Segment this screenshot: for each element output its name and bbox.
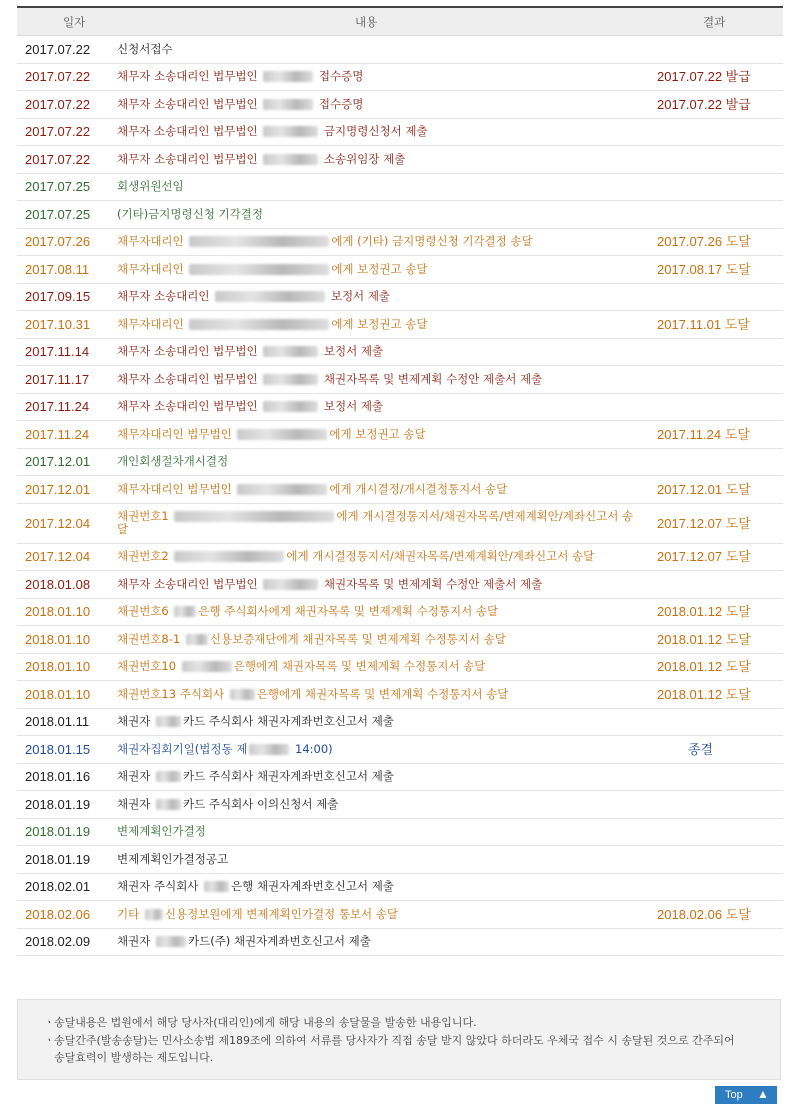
redacted-name: [174, 511, 334, 522]
redacted-name: [263, 401, 318, 412]
row-content-text: [117, 43, 173, 56]
row-content-text: [117, 770, 394, 783]
redacted-name: [189, 264, 329, 275]
row-result: 2017.12.07 도달: [657, 549, 751, 565]
scroll-top-label: Top: [725, 1089, 743, 1101]
row-result: [657, 449, 782, 476]
table-row: [17, 504, 783, 544]
row-content-text: [117, 688, 508, 701]
row-date: 2017.07.22: [25, 69, 91, 85]
content-fragment: 신용정보원에게 변제계획인가결정 통보서 송달: [164, 906, 399, 921]
content-fragment: 보정서 제출: [320, 399, 384, 414]
table-row: [17, 229, 783, 257]
row-result: [657, 874, 782, 901]
content-fragment: 채무자대리인: [117, 234, 188, 249]
row-content: [117, 846, 637, 873]
row-date: 2018.01.10: [25, 686, 91, 702]
content-fragment: 은행 채권자계좌번호신고서 제출: [231, 879, 394, 894]
redacted-name: [263, 126, 318, 137]
content-fragment: 카드(주) 채권자계좌번호신고서 제출: [187, 934, 371, 949]
content-fragment: 에게 개시결정/개시결정통지서 송달: [329, 481, 508, 496]
table-row: [17, 846, 783, 874]
row-content-text: [117, 633, 506, 646]
content-fragment: 회생위원선임: [117, 179, 184, 194]
content-fragment: 카드 주식회사 채권자계좌번호신고서 제출: [182, 769, 394, 784]
redacted-name: [189, 236, 329, 247]
content-fragment: 채무자 소송대리인: [117, 289, 214, 304]
table-row: [17, 736, 783, 764]
row-date: 2017.07.22: [25, 151, 91, 167]
notice-text-1: 송달내용은 법원에서 해당 당사자(대리인)에게 해당 내용의 송달물을 발송한 내용입니다.: [54, 1016, 477, 1029]
row-date: 2017.07.26: [25, 234, 91, 250]
table-row: [17, 874, 783, 902]
row-result: [657, 764, 782, 791]
content-fragment: 채무자대리인: [117, 261, 188, 276]
row-content: [117, 874, 637, 901]
row-date: 2017.11.24: [25, 399, 90, 415]
content-fragment: 에게 보정권고 송달: [331, 316, 428, 331]
redacted-name: [263, 99, 313, 110]
table-row: [17, 284, 783, 312]
row-content-text: [117, 318, 428, 331]
header-date: 일자: [63, 15, 86, 29]
content-fragment: 에게 개시결정통지서/채권자목록/변제계획안/계좌신고서 송달: [117, 509, 634, 536]
row-content: [117, 681, 637, 708]
notice-line-2: [44, 1032, 744, 1066]
notice-line-1: [44, 1014, 744, 1031]
content-fragment: 에게 개시결정통지서/채권자목록/변제계획안/계좌신고서 송달: [286, 549, 595, 564]
content-fragment: 은행에게 채권자목록 및 변제계획 수정통지서 송달: [256, 686, 509, 701]
content-fragment: 채무자 소송대리인 법무법인: [117, 124, 262, 139]
table-row: [17, 929, 783, 957]
content-fragment: 카드 주식회사 채권자계좌번호신고서 제출: [182, 714, 394, 729]
row-date: 2017.11.17: [25, 371, 90, 387]
table-row: [17, 544, 783, 572]
row-content: [117, 174, 637, 201]
row-date: 2018.02.01: [25, 879, 91, 895]
content-fragment: 신용보증재단에게 채권자목록 및 변제계획 수정통지서 송달: [209, 631, 506, 646]
row-content: [117, 929, 637, 956]
row-content-text: [117, 510, 637, 536]
content-fragment: 채권번호13 주식회사: [117, 686, 228, 701]
redacted-name: [263, 71, 313, 82]
row-date: 2017.11.14: [25, 344, 90, 360]
table-row: [17, 819, 783, 847]
row-result: [657, 819, 782, 846]
row-result: 2018.01.12 도달: [657, 686, 751, 702]
row-content: [117, 91, 637, 118]
redacted-name: [263, 346, 318, 357]
redacted-name: [145, 909, 163, 920]
content-fragment: 기타: [117, 906, 143, 921]
content-fragment: 채권번호8-1: [117, 631, 184, 646]
content-fragment: 개인회생절차개시결정: [117, 454, 229, 469]
redacted-name: [189, 319, 329, 330]
row-content-text: [117, 798, 338, 811]
row-date: 2017.07.22: [25, 41, 91, 57]
redacted-name: [263, 374, 318, 385]
table-row: [17, 311, 783, 339]
row-content: [117, 819, 637, 846]
content-fragment: 에게 (기타) 금지명령신청 기각결정 송달: [331, 234, 533, 249]
redacted-name: [249, 744, 289, 755]
table-row: [17, 64, 783, 92]
content-fragment: 채무자 소송대리인 법무법인: [117, 399, 262, 414]
table-row: [17, 764, 783, 792]
redacted-name: [204, 881, 229, 892]
row-content: [117, 736, 637, 763]
content-fragment: 채권번호10: [117, 659, 180, 674]
row-content-text: [117, 715, 394, 728]
row-content-text: [117, 935, 371, 948]
content-fragment: 채권자: [117, 796, 154, 811]
row-date: 2018.01.19: [25, 851, 91, 867]
table-row: [17, 174, 783, 202]
content-fragment: 접수증명: [315, 96, 364, 111]
row-content-text: [117, 180, 184, 193]
row-content-text: [117, 290, 390, 303]
row-content: [117, 64, 637, 91]
content-fragment: 카드 주식회사 이의신청서 제출: [182, 796, 339, 811]
content-fragment: 채권자목록 및 변제계획 수정안 제출서 제출: [320, 371, 543, 386]
row-result: 2017.12.01 도달: [657, 481, 751, 497]
row-date: 2017.12.01: [25, 454, 91, 470]
redacted-name: [156, 799, 181, 810]
row-result: 2017.12.07 도달: [657, 515, 751, 531]
table-header: [17, 8, 783, 36]
redacted-name: [174, 606, 196, 617]
redacted-name: [263, 579, 318, 590]
row-content-text: [117, 825, 206, 838]
table-row: [17, 119, 783, 147]
row-result: 2018.01.12 도달: [657, 631, 751, 647]
row-date: 2018.01.16: [25, 769, 91, 785]
row-result: [657, 846, 782, 873]
row-content-text: [117, 880, 394, 893]
row-content-text: [117, 373, 542, 386]
table-row: [17, 571, 783, 599]
content-fragment: 채무자 소송대리인 법무법인: [117, 371, 262, 386]
row-content-text: [117, 263, 428, 276]
row-content-text: [117, 125, 428, 138]
content-fragment: 채권번호1: [117, 509, 173, 523]
row-content: [117, 256, 637, 283]
row-date: 2017.07.25: [25, 206, 91, 222]
row-result: [657, 284, 782, 311]
header-result: 결과: [703, 15, 726, 29]
content-fragment: 변제계획인가결정: [117, 824, 206, 839]
table-row: [17, 421, 783, 449]
table-row: [17, 449, 783, 477]
content-fragment: 에게 보정권고 송달: [331, 261, 428, 276]
notice-box: [17, 999, 781, 1080]
content-fragment: 신청서접수: [117, 41, 173, 56]
row-date: 2017.12.04: [25, 549, 91, 565]
row-content: [117, 504, 637, 543]
row-result: 2017.07.26 도달: [657, 234, 751, 250]
redacted-name: [186, 634, 208, 645]
row-date: 2018.01.11: [25, 714, 90, 730]
redacted-name: [182, 661, 232, 672]
row-result: 2017.11.01 도달: [657, 316, 750, 332]
chevron-up-icon: ▲: [757, 1087, 769, 1101]
row-result: 2018.01.12 도달: [657, 659, 751, 675]
row-date: 2017.12.01: [25, 481, 91, 497]
row-result: [657, 174, 782, 201]
row-content: [117, 626, 637, 653]
row-content: [117, 544, 637, 571]
row-content-text: [117, 743, 333, 756]
row-content: [117, 654, 637, 681]
table-row: [17, 476, 783, 504]
content-fragment: 채무자 소송대리인 법무법인: [117, 69, 262, 84]
row-content: [117, 36, 637, 63]
row-content-text: [117, 455, 228, 468]
content-fragment: 채권자: [117, 769, 154, 784]
row-result: [657, 119, 782, 146]
row-result: 2018.01.12 도달: [657, 604, 751, 620]
row-result: [657, 146, 782, 173]
redacted-name: [156, 771, 181, 782]
row-content: [117, 366, 637, 393]
row-result: 2017.11.24 도달: [657, 426, 750, 442]
row-result: 2017.07.22 발급: [657, 96, 751, 112]
content-fragment: (기타)금지명령신청 기각결정: [117, 206, 263, 221]
row-content: [117, 571, 637, 598]
redacted-name: [237, 484, 327, 495]
row-content-text: [117, 208, 263, 221]
row-result: [657, 791, 782, 818]
row-date: 2018.01.10: [25, 604, 91, 620]
row-result: [657, 366, 782, 393]
table-row: [17, 626, 783, 654]
row-content: [117, 901, 637, 928]
row-result: [657, 929, 782, 956]
row-result: 2018.02.06 도달: [657, 906, 751, 922]
table-row: [17, 339, 783, 367]
row-date: 2018.01.19: [25, 796, 91, 812]
header-content: 내용: [355, 15, 378, 29]
row-content: [117, 229, 637, 256]
row-date: 2018.01.10: [25, 631, 91, 647]
row-content-text: [117, 483, 507, 496]
row-content-text: [117, 853, 228, 866]
row-content: [117, 284, 637, 311]
content-fragment: 채권자 주식회사: [117, 879, 203, 894]
content-fragment: 보정서 제출: [320, 344, 384, 359]
row-content-text: [117, 550, 594, 563]
row-content-text: [117, 70, 363, 83]
table-body: [17, 36, 783, 956]
row-date: 2017.07.25: [25, 179, 91, 195]
row-content: [117, 791, 637, 818]
redacted-name: [156, 936, 186, 947]
row-content: [117, 339, 637, 366]
row-content: [117, 311, 637, 338]
table-row: [17, 709, 783, 737]
table-row: [17, 901, 783, 929]
table-row: [17, 201, 783, 229]
table-row: [17, 394, 783, 422]
content-fragment: 채무자 소송대리인 법무법인: [117, 344, 262, 359]
row-content: [117, 394, 637, 421]
content-fragment: 채권자: [117, 714, 154, 729]
row-result: [657, 201, 782, 228]
row-content: [117, 709, 637, 736]
redacted-name: [230, 689, 255, 700]
table-row: [17, 91, 783, 119]
row-date: 2018.02.06: [25, 906, 91, 922]
content-fragment: 채무자 소송대리인 법무법인: [117, 151, 262, 166]
row-content-text: [117, 605, 498, 618]
content-fragment: 채권번호2: [117, 549, 173, 564]
row-content: [117, 476, 637, 503]
row-content-text: [117, 660, 485, 673]
content-fragment: 변제계획인가결정공고: [117, 851, 229, 866]
content-fragment: 채권자: [117, 934, 154, 949]
row-content-text: [117, 235, 533, 248]
row-date: 2018.01.08: [25, 576, 91, 592]
bullet-icon: ㆍ: [44, 1016, 55, 1029]
row-content: [117, 449, 637, 476]
content-fragment: 채무자대리인 법무법인: [117, 426, 236, 441]
row-content: [117, 146, 637, 173]
content-fragment: 채권자목록 및 변제계획 수정안 제출서 제출: [320, 576, 543, 591]
row-date: 2017.12.04: [25, 515, 91, 531]
row-content-text: [117, 153, 405, 166]
content-fragment: 채무자대리인 법무법인: [117, 481, 236, 496]
row-date: 2018.02.09: [25, 934, 91, 950]
row-content: [117, 119, 637, 146]
row-content-text: [117, 400, 383, 413]
row-result: [657, 36, 782, 63]
row-content: [117, 764, 637, 791]
content-fragment: 접수증명: [315, 69, 364, 84]
redacted-name: [215, 291, 325, 302]
content-fragment: 보정서 제출: [327, 289, 391, 304]
row-date: 2017.08.11: [25, 261, 90, 277]
row-result: 2017.07.22 발급: [657, 69, 751, 85]
notice-text-2: 송달간주(발송송달)는 민사소송법 제189조에 의하여 서류를 당사자가 직접 송달 받지 않았다 하더라도 우체국 접수 시 송달된 것으로 간주되어 송달효력이 발생하는 제도입니다.: [54, 1034, 735, 1064]
row-result: [657, 339, 782, 366]
content-fragment: 채무자대리인: [117, 316, 188, 331]
row-content: [117, 599, 637, 626]
row-date: 2017.07.22: [25, 96, 91, 112]
content-fragment: 14:00): [291, 741, 333, 756]
row-date: 2018.01.10: [25, 659, 91, 675]
scroll-top-button[interactable]: [715, 1086, 777, 1104]
row-content-text: [117, 908, 398, 921]
redacted-name: [174, 551, 284, 562]
redacted-name: [263, 154, 318, 165]
row-result: [657, 709, 782, 736]
table-row: [17, 681, 783, 709]
content-fragment: 소송위임장 제출: [320, 151, 406, 166]
redacted-name: [237, 429, 327, 440]
table-row: [17, 366, 783, 394]
row-date: 2017.09.15: [25, 289, 91, 305]
row-date: 2017.07.22: [25, 124, 91, 140]
row-result: [657, 394, 782, 421]
content-fragment: 채권번호6: [117, 604, 173, 619]
table-row: [17, 599, 783, 627]
row-content-text: [117, 428, 426, 441]
content-fragment: 채권자집회기일(법정동 제: [117, 741, 248, 756]
content-fragment: 에게 보정권고 송달: [329, 426, 426, 441]
row-date: 2017.10.31: [25, 316, 91, 332]
row-content: [117, 421, 637, 448]
redacted-name: [156, 716, 181, 727]
content-fragment: 은행에게 채권자목록 및 변제계획 수정통지서 송달: [233, 659, 486, 674]
row-result: 종결: [687, 741, 714, 757]
table-row: [17, 36, 783, 64]
table-row: [17, 654, 783, 682]
row-content-text: [117, 578, 542, 591]
content-fragment: 금지명령신청서 제출: [320, 124, 428, 139]
row-result: [657, 571, 782, 598]
table-row: [17, 256, 783, 284]
bullet-icon: ㆍ: [44, 1034, 55, 1047]
table-row: [17, 791, 783, 819]
row-date: 2017.11.24: [25, 426, 90, 442]
content-fragment: 은행 주식회사에게 채권자목록 및 변제계획 수정통지서 송달: [198, 604, 499, 619]
row-content-text: [117, 98, 363, 111]
table-row: [17, 146, 783, 174]
content-fragment: 채무자 소송대리인 법무법인: [117, 96, 262, 111]
row-date: 2018.01.19: [25, 824, 91, 840]
row-date: 2018.01.15: [25, 741, 91, 757]
row-content-text: [117, 345, 383, 358]
row-content: [117, 201, 637, 228]
row-result: 2017.08.17 도달: [657, 261, 751, 277]
content-fragment: 채무자 소송대리인 법무법인: [117, 576, 262, 591]
